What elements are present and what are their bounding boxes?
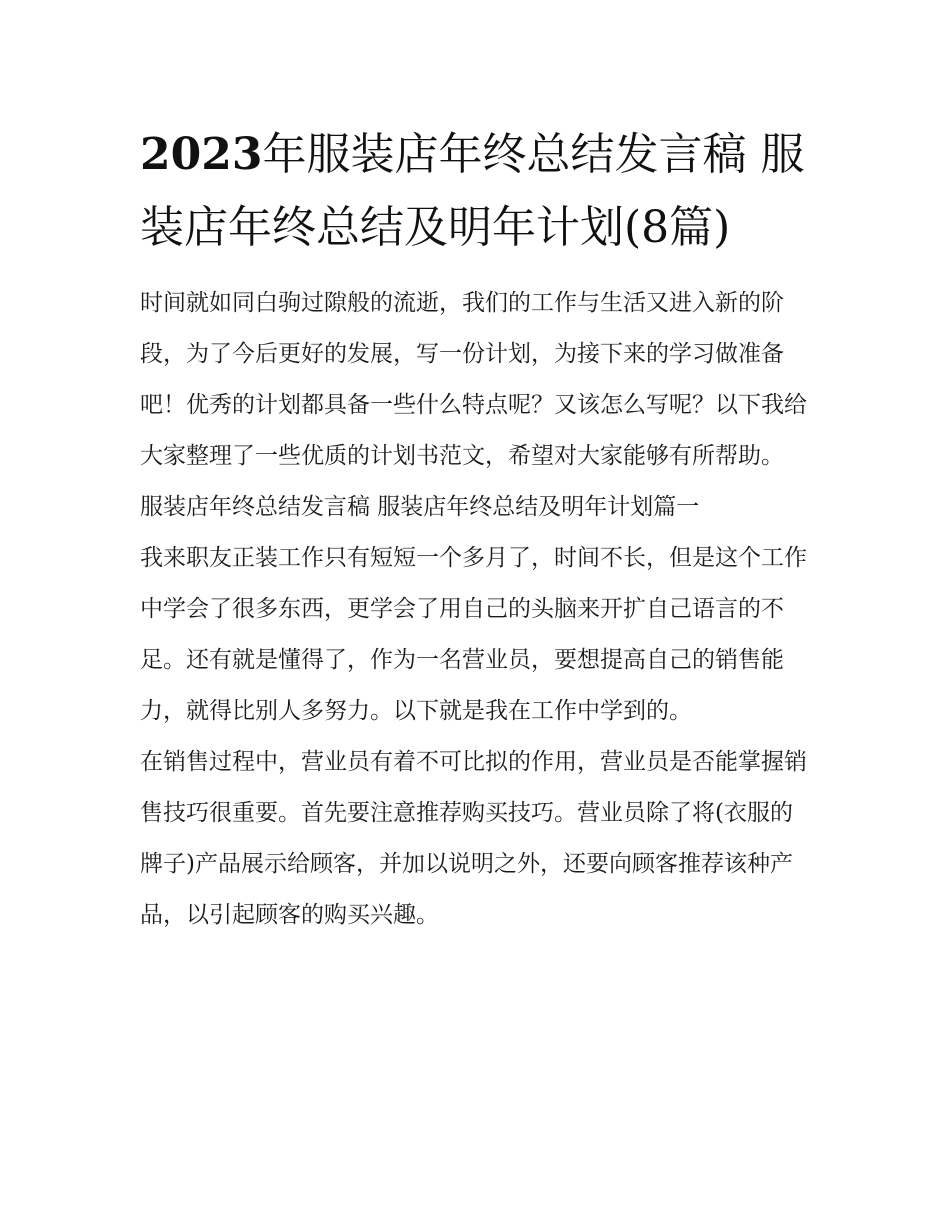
body-paragraph: 在销售过程中，营业员有着不可比拟的作用，营业员是否能掌握销售技巧很重要。首先要注意推荐购买技巧。营业员除了将(衣服的牌子)产品展示给顾客，并加以说明之外，还要向顾客推荐该种产品，以引起顾客的购买兴趣。 <box>140 749 807 928</box>
title-text: 年服装店年终总结发言稿 服装店年终总结及明年计划(8篇) <box>140 129 805 253</box>
body-paragraph: 我来职友正装工作只有短短一个多月了，时间不长，但是这个工作中学会了很多东西，更学会了用自己的头脑来开扩自己语言的不足。还有就是懂得了，作为一名营业员，要想提高自己的销售能力，就得比别人多努力。以下就是我在工作中学到的。 <box>140 545 807 724</box>
document-body <box>140 118 815 941</box>
intro-paragraph: 时间就如同白驹过隙般的流逝，我们的工作与生活又进入新的阶段，为了今后更好的发展，写一份计划，为接下来的学习做准备吧！优秀的计划都具备一些什么特点呢？又该怎么写呢？以下我给大家整理了一些优质的计划书范文，希望对大家能够有所帮助。 <box>140 290 807 469</box>
document-title <box>140 118 815 264</box>
title-year: 2023 <box>140 129 263 180</box>
section-heading: 服装店年终总结发言稿 服装店年终总结及明年计划篇一 <box>140 494 700 520</box>
